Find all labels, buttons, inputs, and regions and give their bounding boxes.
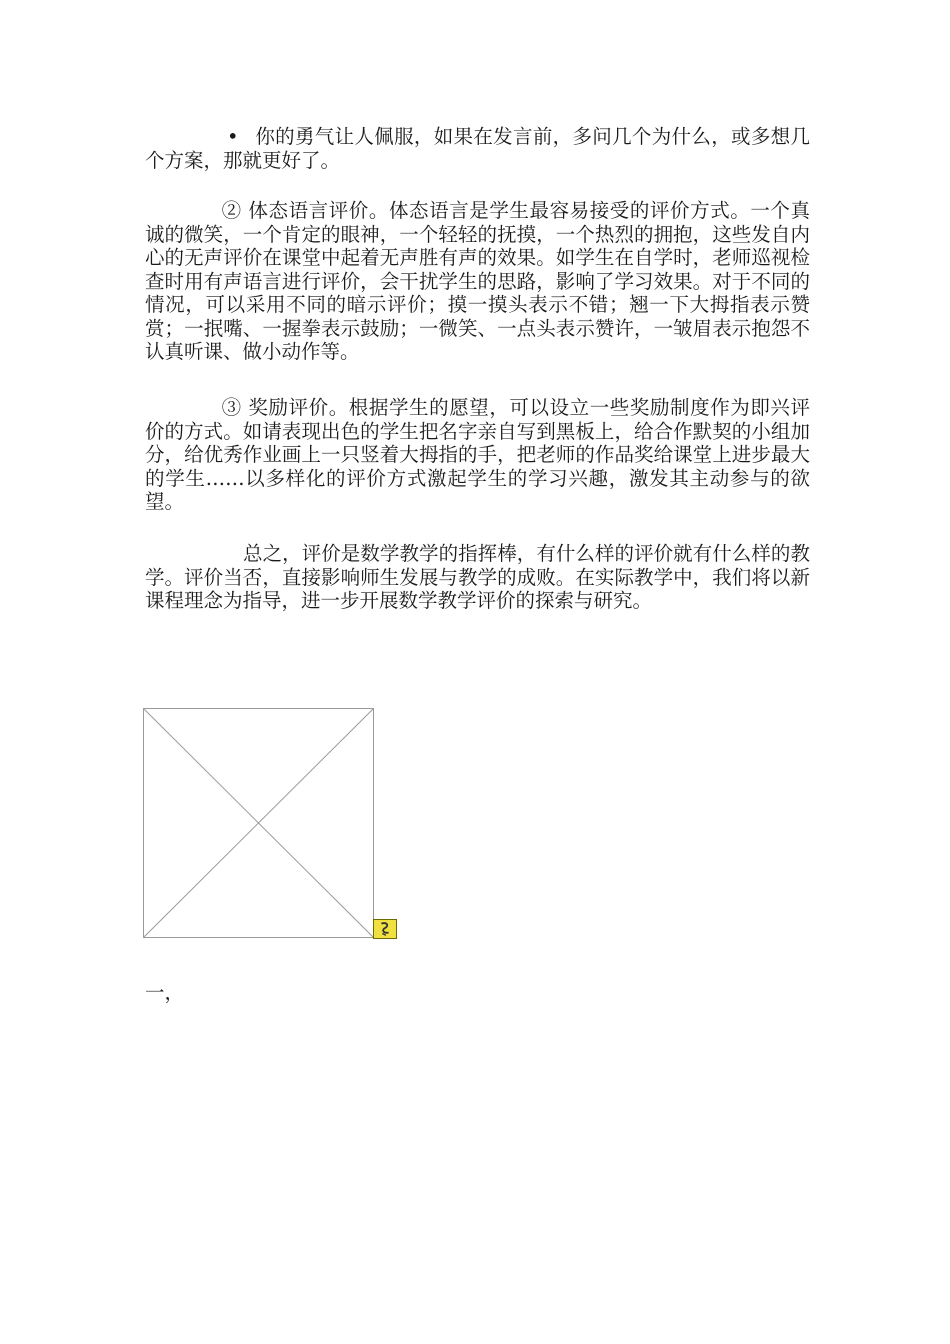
- summary-paragraph: [145, 542, 810, 613]
- body-language-paragraph: [145, 199, 810, 364]
- last-line: 一，: [145, 981, 185, 1004]
- reward-paragraph: [145, 396, 810, 514]
- missing-image-placeholder: [143, 708, 374, 938]
- body-language-text: ② 体态语言评价。体态语言是学生最容易接受的评价方式。一个真诚的微笑，一个肯定的眼神，一个轻轻的抚摸，一个热烈的拥抱，这些发自内心的无声评价在课堂中起着无声胜有声的效果。如学生在自学时，老师巡视检查时用有声语言进行评价，会干扰学生的思路，影响了学习效果。对于不同的情况，可以采用不同的暗示评价；摸一摸头表示不错；翘一下大拇指表示赞赏；一抿嘴、一握拳表示鼓励；一微笑、一点头表示赞许，一皱眉表示抱怨不认真听课、做小动作等。: [145, 199, 810, 363]
- bullet-symbol: •: [227, 125, 239, 148]
- broken-image-icon: [373, 919, 397, 939]
- summary-text: 总之，评价是数学教学的指挥棒，有什么样的评价就有什么样的教学。评价当否，直接影响师生发展与教学的成败。在实际教学中，我们将以新课程理念为指导，进一步开展数学教学评价的探索与研究。: [145, 542, 810, 612]
- placeholder-cross: [144, 709, 373, 937]
- bullet-paragraph: [145, 125, 810, 172]
- bullet-text: 你的勇气让人佩服，如果在发言前，多问几个为什么，或多想几个方案，那就更好了。: [145, 125, 810, 172]
- reward-text: ③ 奖励评价。根据学生的愿望，可以设立一些奖励制度作为即兴评价的方式。如请表现出色的学生把名字亲自写到黑板上，给合作默契的小组加分，给优秀作业画上一只竖着大拇指的手，把老师的作品奖给课堂上进步最大的学生……以多样化的评价方式激起学生的学习兴趣，激发其主动参与的欲望。: [145, 396, 810, 513]
